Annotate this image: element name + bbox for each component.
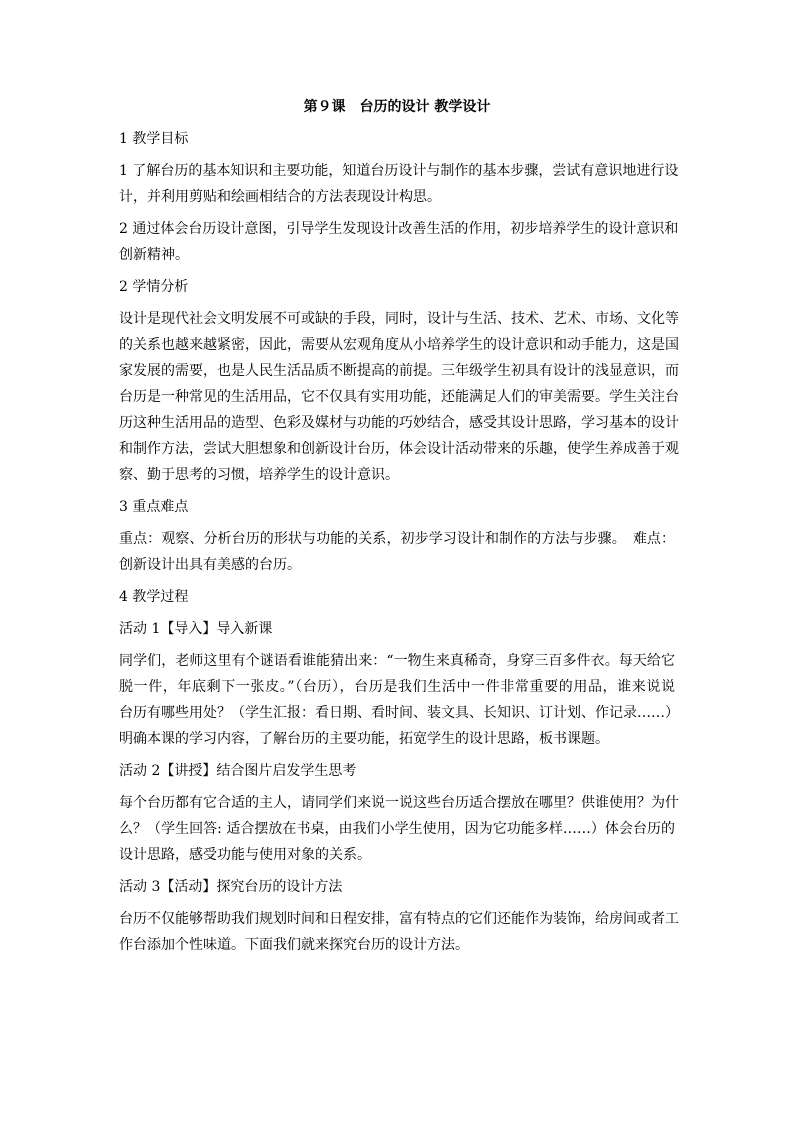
text-line: 台历有哪些用处？（学生汇报：看日期、看时间、装文具、长知识、订计划、作记录……） [119, 705, 679, 721]
text-line: 和制作方法，尝试大胆想象和创新设计台历，体会设计活动带来的乐趣，使学生养成善于观 [119, 441, 679, 457]
paragraph-activity-3 [119, 906, 679, 958]
document-page [119, 96, 679, 964]
section-heading-teaching-process: 4 教学过程 [119, 589, 189, 605]
text-line: 重点：观察、分析台历的形状与功能的关系，初步学习设计和制作的方法与步骤。 难点： [119, 531, 675, 547]
text-line: 台历是一种常见的生活用品，它不仅具有实用功能，还能满足人们的审美需要。学生关注台 [119, 389, 679, 405]
text-line: 台历不仅能够帮助我们规划时间和日程安排，富有特点的它们还能作为装饰，给房间或者工 [119, 911, 679, 927]
text-line: 设计思路，感受功能与使用对象的关系。 [119, 847, 371, 863]
text-line: 家发展的需要，也是人民生活品质不断提高的前提。三年级学生初具有设计的浅显意识，而 [119, 363, 679, 379]
text-line: 作台添加个性味道。下面我们就来探究台历的设计方法。 [119, 937, 469, 953]
paragraph-activity-1 [119, 648, 679, 752]
activity-2-heading: 活动 2【讲授】结合图片启发学生思考 [119, 763, 357, 779]
paragraph-key-points [119, 526, 675, 578]
paragraph-goal-1 [119, 158, 679, 210]
section-heading-key-points: 3 重点难点 [119, 499, 189, 515]
section-heading-student-analysis: 2 学情分析 [119, 279, 189, 295]
text-line: 的关系也越来越紧密，因此，需要从宏观角度从小培养学生的设计意识和动手能力，这是国 [119, 337, 679, 353]
document-title: 第９课 台历的设计 教学设计 [303, 99, 491, 115]
paragraph-goal-2 [119, 216, 679, 268]
activity-3-heading: 活动 3【活动】探究台历的设计方法 [119, 879, 343, 895]
text-line: 设计是现代社会文明发展不可或缺的手段，同时，设计与生活、技术、艺术、市场、文化等 [119, 311, 679, 327]
text-line: 同学们，老师这里有个谜语看谁能猜出来：“一物生来真稀奇，身穿三百多件衣。每天给它 [119, 653, 675, 669]
section-heading-teaching-goals: 1 教学目标 [119, 131, 189, 147]
text-line: 脱一件，年底剩下一张皮。”（台历），台历是我们生活中一件非常重要的用品，谁来说说 [119, 679, 675, 695]
text-line: 历这种生活用品的造型、色彩及媒材与功能的巧妙结合，感受其设计思路，学习基本的设计 [119, 415, 679, 431]
text-line: 创新精神。 [119, 247, 189, 263]
text-line: 计，并利用剪贴和绘画相结合的方法表现设计构思。 [119, 189, 441, 205]
text-line: 么？（学生回答: 适合摆放在书桌，由我们小学生使用，因为它功能多样……）体会台历的 [119, 821, 675, 837]
paragraph-activity-2 [119, 790, 679, 868]
text-line: 1 了解台历的基本知识和主要功能，知道台历设计与制作的基本步骤，尝试有意识地进行设 [119, 163, 679, 179]
text-line: 2 通过体会台历设计意图，引导学生发现设计改善生活的作用，初步培养学生的设计意识和 [119, 221, 679, 237]
text-line: 创新设计出具有美感的台历。 [119, 557, 301, 573]
text-line: 察、勤于思考的习惯，培养学生的设计意识。 [119, 467, 399, 483]
paragraph-student-analysis [119, 306, 679, 488]
text-line: 明确本课的学习内容，了解台历的主要功能，拓宽学生的设计思路，板书课题。 [119, 731, 609, 747]
text-line: 每个台历都有它合适的主人，请同学们来说一说这些台历适合摆放在哪里？供谁使用？为什 [119, 795, 679, 811]
activity-1-heading: 活动 1【导入】导入新课 [119, 621, 273, 637]
